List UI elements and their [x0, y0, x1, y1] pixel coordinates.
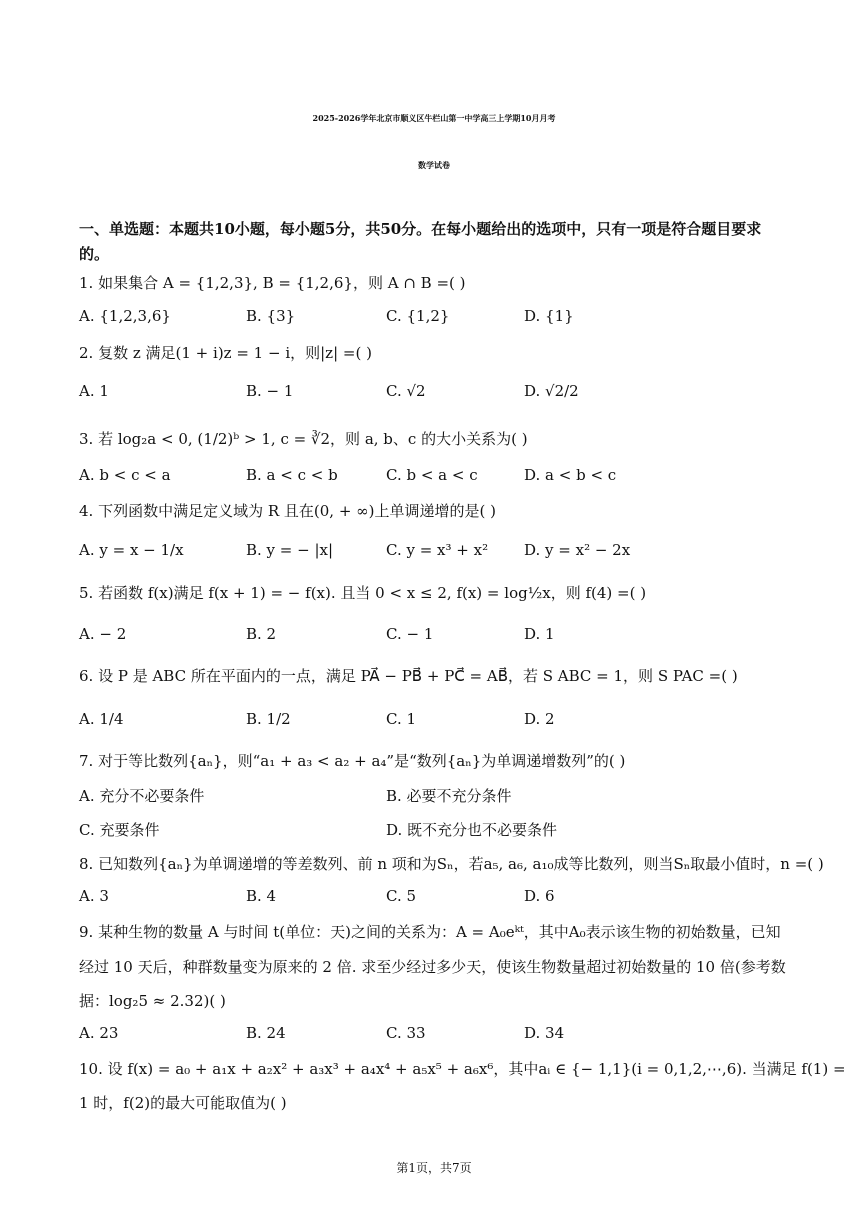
question-6-stem: 6. 设 P 是 ABC 所在平面内的一点，满足 PA⃗ − PB⃗ + PC⃗ = AB⃗，若 S ABC = 1，则 S PAC =( ): [79, 667, 738, 685]
question-1-option-b: B. {3}: [246, 307, 296, 325]
question-2-option-d: D. √2/2: [524, 382, 579, 400]
question-3-option-b: B. a < c < b: [246, 466, 338, 484]
question-5-option-b: B. 2: [246, 625, 277, 643]
question-10-stem-line1: 10. 设 f(x) = a₀ + a₁x + a₂x² + a₃x³ + a₄x⁴ + a₅x⁵ + a₆x⁶，其中aᵢ ∈ {− 1,1}(i = 0,1,2,⋯,6). 当满足 f(1) =: [79, 1060, 846, 1078]
exam-subtitle: 数学试卷: [418, 160, 450, 170]
question-3-option-a: A. b < c < a: [79, 466, 171, 484]
question-8-option-d: D. 6: [524, 887, 555, 905]
question-4-option-a: A. y = x − 1/x: [79, 541, 184, 559]
question-10-stem-line2: 1 时，f(2)的最大可能取值为( ): [79, 1094, 287, 1112]
question-9-option-b: B. 24: [246, 1024, 286, 1042]
question-7-option-c: C. 充要条件: [79, 821, 160, 839]
question-6-option-c: C. 1: [386, 710, 417, 728]
question-1-stem: 1. 如果集合 A = {1,2,3}, B = {1,2,6}，则 A ∩ B =( ): [79, 274, 466, 292]
section-instructions-line2: 的。: [79, 245, 110, 263]
question-6-option-b: B. 1/2: [246, 710, 291, 728]
question-3-option-d: D. a < b < c: [524, 466, 617, 484]
question-2-option-c: C. √2: [386, 382, 426, 400]
question-4-option-b: B. y = − |x|: [246, 541, 334, 559]
exam-title: 2025-2026学年北京市顺义区牛栏山第一中学高三上学期10月月考: [312, 113, 556, 123]
question-5-option-d: D. 1: [524, 625, 555, 643]
question-7-option-b: B. 必要不充分条件: [386, 787, 512, 805]
question-2-stem: 2. 复数 z 满足(1 + i)z = 1 − i，则|z| =( ): [79, 344, 372, 362]
question-8-option-a: A. 3: [79, 887, 109, 905]
question-5-stem: 5. 若函数 f(x)满足 f(x + 1) = − f(x). 且当 0 < x ≤ 2, f(x) = log½x，则 f(4) =( ): [79, 584, 647, 602]
question-9-option-d: D. 34: [524, 1024, 565, 1042]
question-7-option-a: A. 充分不必要条件: [79, 787, 205, 805]
question-3-option-c: C. b < a < c: [386, 466, 478, 484]
question-9-stem-line3: 据：log₂5 ≈ 2.32)( ): [79, 992, 226, 1010]
question-6-option-d: D. 2: [524, 710, 555, 728]
question-4-option-c: C. y = x³ + x²: [386, 541, 489, 559]
question-6-option-a: A. 1/4: [79, 710, 124, 728]
question-8-option-b: B. 4: [246, 887, 277, 905]
question-8-option-c: C. 5: [386, 887, 417, 905]
question-1-option-a: A. {1,2,3,6}: [79, 307, 171, 325]
section-instructions-line1: 一、单选题：本题共10小题，每小题5分，共50分。在每小题给出的选项中，只有一项是符合题目要求: [79, 220, 762, 238]
question-3-stem: 3. 若 log₂a < 0, (1/2)ᵇ > 1, c = ∛2，则 a, b、c 的大小关系为( ): [79, 430, 528, 448]
question-9-stem-line1: 9. 某种生物的数量 A 与时间 t(单位：天)之间的关系为：A = A₀eᵏᵗ，其中A₀表示该生物的初始数量，已知: [79, 923, 781, 941]
question-2-option-b: B. − 1: [246, 382, 294, 400]
question-2-option-a: A. 1: [79, 382, 109, 400]
question-1-option-c: C. {1,2}: [386, 307, 450, 325]
question-8-stem: 8. 已知数列{aₙ}为单调递增的等差数列、前 n 项和为Sₙ，若a₅, a₆, a₁₀成等比数列，则当Sₙ取最小值时，n =( ): [79, 855, 824, 873]
question-4-option-d: D. y = x² − 2x: [524, 541, 631, 559]
question-7-stem: 7. 对于等比数列{aₙ}，则“a₁ + a₃ < a₂ + a₄”是“数列{aₙ}为单调递增数列”的( ): [79, 752, 626, 770]
page-footer: 第1页，共7页: [396, 1161, 472, 1175]
question-9-option-a: A. 23: [79, 1024, 119, 1042]
question-9-option-c: C. 33: [386, 1024, 426, 1042]
question-9-stem-line2: 经过 10 天后，种群数量变为原来的 2 倍. 求至少经过多少天，使该生物数量超过初始数量的 10 倍(参考数: [79, 958, 786, 976]
question-1-option-d: D. {1}: [524, 307, 574, 325]
question-5-option-a: A. − 2: [79, 625, 127, 643]
question-5-option-c: C. − 1: [386, 625, 434, 643]
question-4-stem: 4. 下列函数中满足定义域为 R 且在(0, + ∞)上单调递增的是( ): [79, 502, 496, 520]
question-7-option-d: D. 既不充分也不必要条件: [386, 821, 558, 839]
